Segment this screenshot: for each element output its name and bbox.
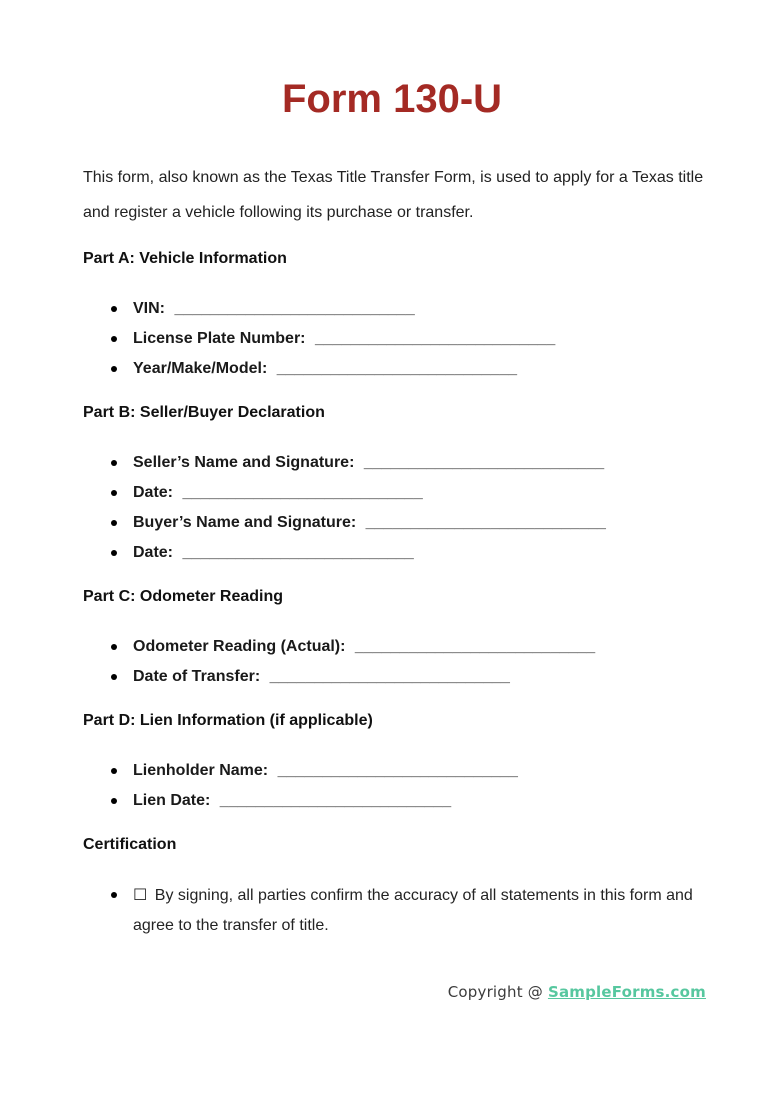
list-item	[133, 662, 724, 692]
bullet-icon	[111, 490, 117, 496]
bullet-icon	[111, 644, 117, 650]
bullet-icon	[111, 520, 117, 526]
copyright-text: Copyright @	[447, 983, 548, 1001]
footer	[83, 981, 724, 1003]
certification-item	[133, 880, 724, 941]
field-blank-line: ___________________________	[269, 668, 510, 685]
field-blank-line: ___________________________	[365, 514, 606, 531]
field-label: Seller’s Name and Signature:	[133, 454, 355, 471]
field-label: VIN:	[133, 300, 165, 317]
field-label: Date of Transfer:	[133, 668, 261, 685]
field-label: License Plate Number:	[133, 330, 306, 347]
field-label: Year/Make/Model:	[133, 360, 268, 377]
section-heading-part-d: Part D: Lien Information (if applicable)	[83, 712, 373, 729]
bullet-icon	[111, 892, 117, 898]
list-item	[133, 478, 724, 508]
bullet-icon	[111, 460, 117, 466]
field-blank-line: ___________________________	[277, 762, 518, 779]
intro-text: This form, also known as the Texas Title Transfer Form, is used to apply for a Texas title and register a vehicle following its purchase or transfer.	[83, 169, 704, 221]
certification-text: By signing, all parties confirm the accuracy of all statements in this form and agree to the transfer of title.	[133, 887, 693, 934]
bullet-icon	[111, 768, 117, 774]
bullet-icon	[111, 306, 117, 312]
field-label: Odometer Reading (Actual):	[133, 638, 346, 655]
field-list-part-b	[83, 448, 724, 568]
field-list-part-c	[83, 632, 724, 692]
field-blank-line: ___________________________	[363, 454, 605, 471]
bullet-icon	[111, 550, 117, 556]
field-label: Lien Date:	[133, 792, 211, 809]
field-label: Lienholder Name:	[133, 762, 269, 779]
field-list-part-a	[83, 294, 724, 384]
list-item	[133, 294, 724, 324]
intro-paragraph	[83, 160, 724, 230]
list-item	[133, 354, 724, 384]
field-blank-line: __________________________	[182, 544, 414, 561]
list-item	[133, 756, 724, 786]
field-blank-line: ___________________________	[314, 330, 556, 347]
document-page	[0, 76, 784, 1110]
field-label: Date:	[133, 484, 174, 501]
list-item	[133, 508, 724, 538]
field-blank-line: ___________________________	[174, 300, 415, 317]
list-item	[133, 538, 724, 568]
bullet-icon	[111, 798, 117, 804]
sampleforms-link[interactable]: SampleForms.com	[547, 983, 706, 1001]
field-blank-line: __________________________	[219, 792, 452, 809]
section-heading-part-b: Part B: Seller/Buyer Declaration	[83, 404, 325, 421]
bullet-icon	[111, 366, 117, 372]
field-list-part-d	[83, 756, 724, 816]
list-item	[133, 786, 724, 816]
list-item	[133, 632, 724, 662]
section-heading-part-a: Part A: Vehicle Information	[83, 250, 287, 267]
field-blank-line: ___________________________	[276, 360, 517, 377]
field-label: Date:	[133, 544, 174, 561]
section-heading-certification: Certification	[83, 836, 177, 853]
checkbox-icon: ☐	[133, 885, 148, 904]
list-item	[133, 324, 724, 354]
field-blank-line: ___________________________	[182, 484, 423, 501]
certification-list	[83, 880, 724, 941]
field-label: Buyer’s Name and Signature:	[133, 514, 357, 531]
bullet-icon	[111, 336, 117, 342]
section-heading-part-c: Part C: Odometer Reading	[83, 588, 284, 605]
form-title: Form 130-U	[281, 77, 503, 121]
field-blank-line: ___________________________	[354, 638, 596, 655]
bullet-icon	[111, 674, 117, 680]
list-item	[133, 448, 724, 478]
